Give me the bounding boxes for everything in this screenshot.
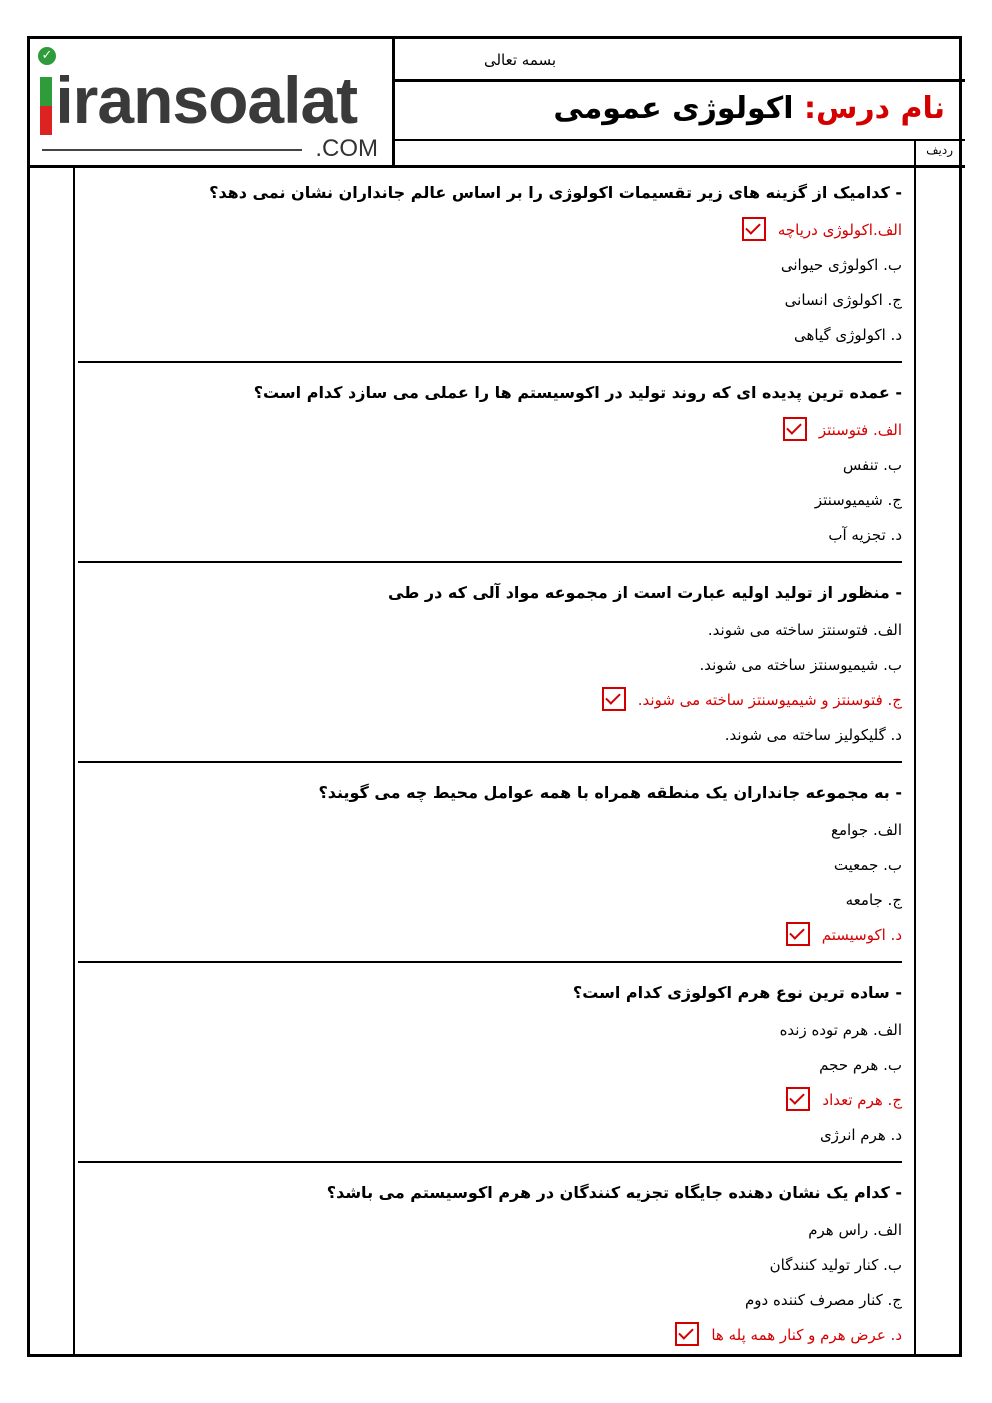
option-text: ج. اکولوژی انسانی xyxy=(784,291,902,309)
option-text: ج. کنار مصرف کننده دوم xyxy=(744,1291,902,1309)
check-circle-icon: ✓ xyxy=(38,47,56,65)
subject-value: اکولوژی عمومی xyxy=(553,91,794,126)
option xyxy=(78,883,902,918)
question-divider xyxy=(78,961,902,963)
checkmark-icon xyxy=(786,922,810,946)
option xyxy=(78,1013,902,1048)
question-title: - کدامیک از گزینه های زیر تقسیمات اکولوژی را بر اساس عالم جانداران نشان نمی دهد؟ xyxy=(209,183,902,202)
option xyxy=(78,518,902,553)
question-divider xyxy=(78,561,902,563)
option-text: ب. کنار تولید کنندگان xyxy=(769,1256,902,1274)
option-text: ب. جمعیت xyxy=(833,856,902,874)
header-line-1 xyxy=(395,79,965,82)
question-3 xyxy=(78,567,914,763)
option-text: الف.اکولوژی دریاچه xyxy=(777,221,902,239)
option xyxy=(78,918,902,953)
option xyxy=(78,213,902,248)
subject-label: نام درس: xyxy=(803,91,945,126)
question-2 xyxy=(78,367,914,563)
option xyxy=(78,848,902,883)
question-5 xyxy=(78,967,914,1163)
checkmark-icon xyxy=(602,687,626,711)
question-6 xyxy=(78,1167,914,1353)
option-text: ب. هرم حجم xyxy=(819,1056,902,1074)
iransoalat-logo xyxy=(38,48,390,167)
logo-underline xyxy=(42,149,302,151)
option-text: ب. اکولوژی حیوانی xyxy=(780,256,902,274)
option xyxy=(78,813,902,848)
question-4 xyxy=(78,767,914,963)
left-column-line xyxy=(73,167,75,1354)
option xyxy=(78,283,902,318)
option-text: د. عرض هرم و کنار همه پله ها xyxy=(711,1326,902,1344)
option xyxy=(78,613,902,648)
option xyxy=(78,1118,902,1153)
question-title: - کدام یک نشان دهنده جایگاه تجزیه کنندگان در هرم اکوسیستم می باشد؟ xyxy=(326,1183,902,1202)
option xyxy=(78,1048,902,1083)
option-text: ج. شیمیوسنتز xyxy=(814,491,902,509)
option-text: د. اکولوژی گیاهی xyxy=(794,326,902,344)
question-divider xyxy=(78,361,902,363)
option xyxy=(78,1083,902,1118)
option-text: الف. هرم توده زنده xyxy=(779,1021,902,1039)
option xyxy=(78,248,902,283)
option-text: الف. راس هرم xyxy=(808,1221,902,1239)
questions-area xyxy=(78,167,914,1353)
header-line-2 xyxy=(395,139,965,141)
question-1 xyxy=(78,167,914,363)
logo-area xyxy=(30,39,395,167)
option-text: ب. تنفس xyxy=(842,456,902,474)
subject-title xyxy=(553,91,945,126)
checkmark-icon xyxy=(742,217,766,241)
option-text: د. تجزیه آب xyxy=(828,526,902,544)
option xyxy=(78,483,902,518)
question-title: - به مجموعه جانداران یک منطقه همراه با همه عوامل محیط چه می گویند؟ xyxy=(318,783,902,802)
logo-text: iransoalat xyxy=(55,63,358,137)
option-text: ب. شیمیوسنتز ساخته می شوند. xyxy=(699,656,902,674)
option xyxy=(78,1318,902,1353)
question-divider xyxy=(78,1161,902,1163)
option xyxy=(78,1283,902,1318)
option xyxy=(78,318,902,353)
option xyxy=(78,718,902,753)
radif-divider xyxy=(914,139,916,167)
question-title: - عمده ترین پدیده ای که روند تولید در اکوسیستم ها را عملی می سازد کدام است؟ xyxy=(253,383,902,402)
checkmark-icon xyxy=(675,1322,699,1346)
option xyxy=(78,413,902,448)
option xyxy=(78,1248,902,1283)
radif-column-line xyxy=(914,167,916,1354)
option-text: الف. جوامع xyxy=(830,821,902,839)
checkmark-icon xyxy=(783,417,807,441)
option xyxy=(78,683,902,718)
basmala: بسمه تعالی xyxy=(483,51,557,69)
option-text: ج. هرم تعداد xyxy=(822,1091,902,1109)
checkmark-icon xyxy=(786,1087,810,1111)
option-text: د. هرم انرژی xyxy=(819,1126,902,1144)
option-text: الف. فتوسنتز xyxy=(818,421,902,439)
question-title: - ساده ترین نوع هرم اکولوژی کدام است؟ xyxy=(572,983,902,1002)
question-title: - منظور از تولید اولیه عبارت است از مجموعه مواد آلی که در طی xyxy=(388,583,902,602)
option xyxy=(78,1213,902,1248)
question-divider xyxy=(78,761,902,763)
option-text: ج. فتوسنتز و شیمیوسنتز ساخته می شوند. xyxy=(637,691,902,709)
logo-com: .COM xyxy=(315,135,378,162)
option-text: د. گلیکولیز ساخته می شوند. xyxy=(724,726,902,744)
option xyxy=(78,648,902,683)
option-text: ج. جامعه xyxy=(845,891,902,909)
option xyxy=(78,448,902,483)
radif-label: ردیف xyxy=(926,143,953,157)
page-frame xyxy=(27,36,962,1357)
option-text: د. اکوسیستم xyxy=(821,926,902,944)
option-text: الف. فتوسنتز ساخته می شوند. xyxy=(707,621,902,639)
